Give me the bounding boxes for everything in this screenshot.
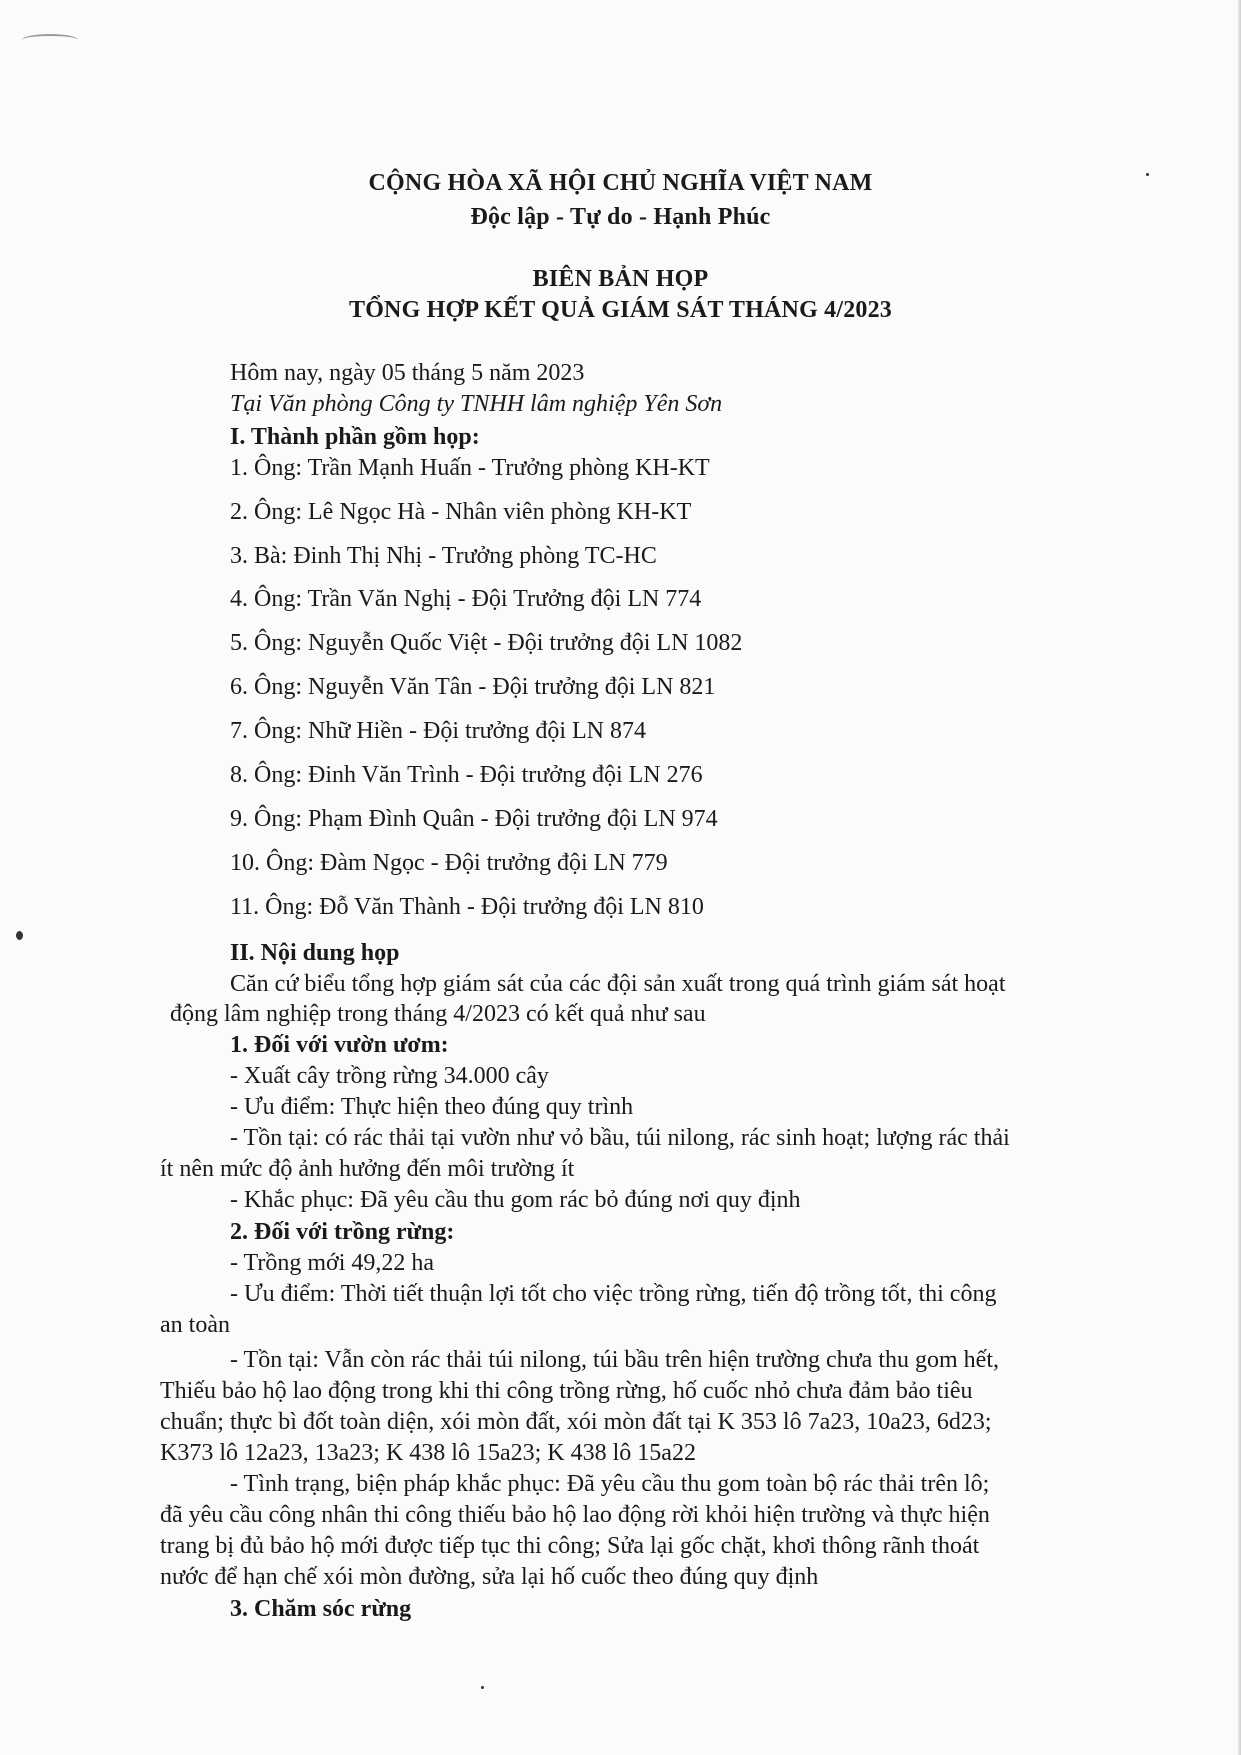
participant-item: 5. Ông: Nguyễn Quốc Việt - Đội trưởng đội LN 1082 (230, 630, 743, 656)
participant-item: 7. Ông: Nhữ Hiền - Đội trưởng đội LN 874 (230, 718, 647, 744)
scan-speck (16, 931, 23, 940)
paragraph-line: - Xuất cây trồng rừng 34.000 cây (230, 1063, 549, 1089)
paragraph-line: đã yêu cầu công nhân thi công thiếu bảo hộ lao động rời khỏi hiện trường và thực hiện (160, 1502, 990, 1528)
paragraph-line: an toàn (160, 1312, 230, 1338)
country-name: CỘNG HÒA XÃ HỘI CHỦ NGHĨA VIỆT NAM (368, 170, 873, 196)
paragraph-line: - Khắc phục: Đã yêu cầu thu gom rác bỏ đúng nơi quy định (230, 1187, 801, 1213)
paragraph-line: trang bị đủ bảo hộ mới được tiếp tục thi công; Sửa lại gốc chặt, khơi thông rãnh thoát (160, 1533, 980, 1559)
subheading-planting: 2. Đối với trồng rừng: (230, 1219, 455, 1245)
section-heading-content: II. Nội dung họp (230, 940, 400, 966)
date-line: Hôm nay, ngày 05 tháng 5 năm 2023 (230, 360, 585, 386)
scan-mark (22, 34, 78, 46)
participant-item: 11. Ông: Đỗ Văn Thành - Đội trưởng đội LN 810 (230, 894, 704, 920)
document-title: BIÊN BẢN HỌP (532, 266, 709, 292)
participant-item: 8. Ông: Đinh Văn Trình - Đội trưởng đội LN 276 (230, 762, 703, 788)
participant-item: 3. Bà: Đinh Thị Nhị - Trưởng phòng TC-HC (230, 543, 657, 569)
participant-item: 2. Ông: Lê Ngọc Hà - Nhân viên phòng KH-KT (230, 499, 692, 525)
location-line: Tại Văn phòng Công ty TNHH lâm nghiệp Yên Sơn (230, 391, 723, 417)
section-heading-participants: I. Thành phần gồm họp: (230, 424, 480, 450)
subheading-nursery: 1. Đối với vườn ươm: (230, 1032, 449, 1058)
participant-item: 10. Ông: Đàm Ngọc - Đội trưởng đội LN 779 (230, 850, 668, 876)
document-subtitle: TỔNG HỢP KẾT QUẢ GIÁM SÁT THÁNG 4/2023 (348, 297, 893, 323)
paragraph-line: - Tồn tại: có rác thải tại vườn như vỏ bầu, túi nilong, rác sinh hoạt; lượng rác thải (230, 1125, 1010, 1151)
national-motto: Độc lập - Tự do - Hạnh Phúc (470, 204, 771, 230)
paragraph-line: - Ưu điểm: Thời tiết thuận lợi tốt cho việc trồng rừng, tiến độ trồng tốt, thi công (230, 1281, 997, 1307)
participant-item: 6. Ông: Nguyễn Văn Tân - Đội trưởng đội LN 821 (230, 674, 716, 700)
participant-item: 4. Ông: Trần Văn Nghị - Đội Trưởng đội LN 774 (230, 586, 702, 612)
paragraph-line: - Tồn tại: Vẫn còn rác thải túi nilong, túi bầu trên hiện trường chưa thu gom hết, (230, 1347, 999, 1373)
paragraph-line: chuẩn; thực bì đốt toàn diện, xói mòn đất, xói mòn đất tại K 353 lô 7a23, 10a23, 6d23; (160, 1409, 992, 1435)
paragraph-line: - Ưu điểm: Thực hiện theo đúng quy trình (230, 1094, 634, 1120)
participant-item: 1. Ông: Trần Mạnh Huấn - Trưởng phòng KH-KT (230, 455, 710, 481)
paragraph-line: - Trồng mới 49,22 ha (230, 1250, 435, 1276)
paragraph-line: Căn cứ biểu tổng hợp giám sát của các đội sản xuất trong quá trình giám sát hoạt (230, 971, 1006, 997)
paragraph-line: Thiếu bảo hộ lao động trong khi thi công trồng rừng, hố cuốc nhỏ chưa đảm bảo tiêu (160, 1378, 973, 1404)
subheading-forest-care: 3. Chăm sóc rừng (230, 1596, 412, 1622)
participant-item: 9. Ông: Phạm Đình Quân - Đội trưởng đội LN 974 (230, 806, 718, 832)
paragraph-line: ít nên mức độ ảnh hưởng đến môi trường ít (160, 1156, 575, 1182)
paragraph-line: nước để hạn chế xói mòn đường, sửa lại hố cuốc theo đúng quy định (160, 1564, 819, 1590)
scan-speck (481, 1686, 484, 1689)
paragraph-line: K373 lô 12a23, 13a23; K 438 lô 15a23; K 438 lô 15a22 (160, 1440, 696, 1466)
paragraph-line: - Tình trạng, biện pháp khắc phục: Đã yêu cầu thu gom toàn bộ rác thải trên lô; (230, 1471, 990, 1497)
paragraph-line: động lâm nghiệp trong tháng 4/2023 có kết quả như sau (170, 1001, 706, 1027)
